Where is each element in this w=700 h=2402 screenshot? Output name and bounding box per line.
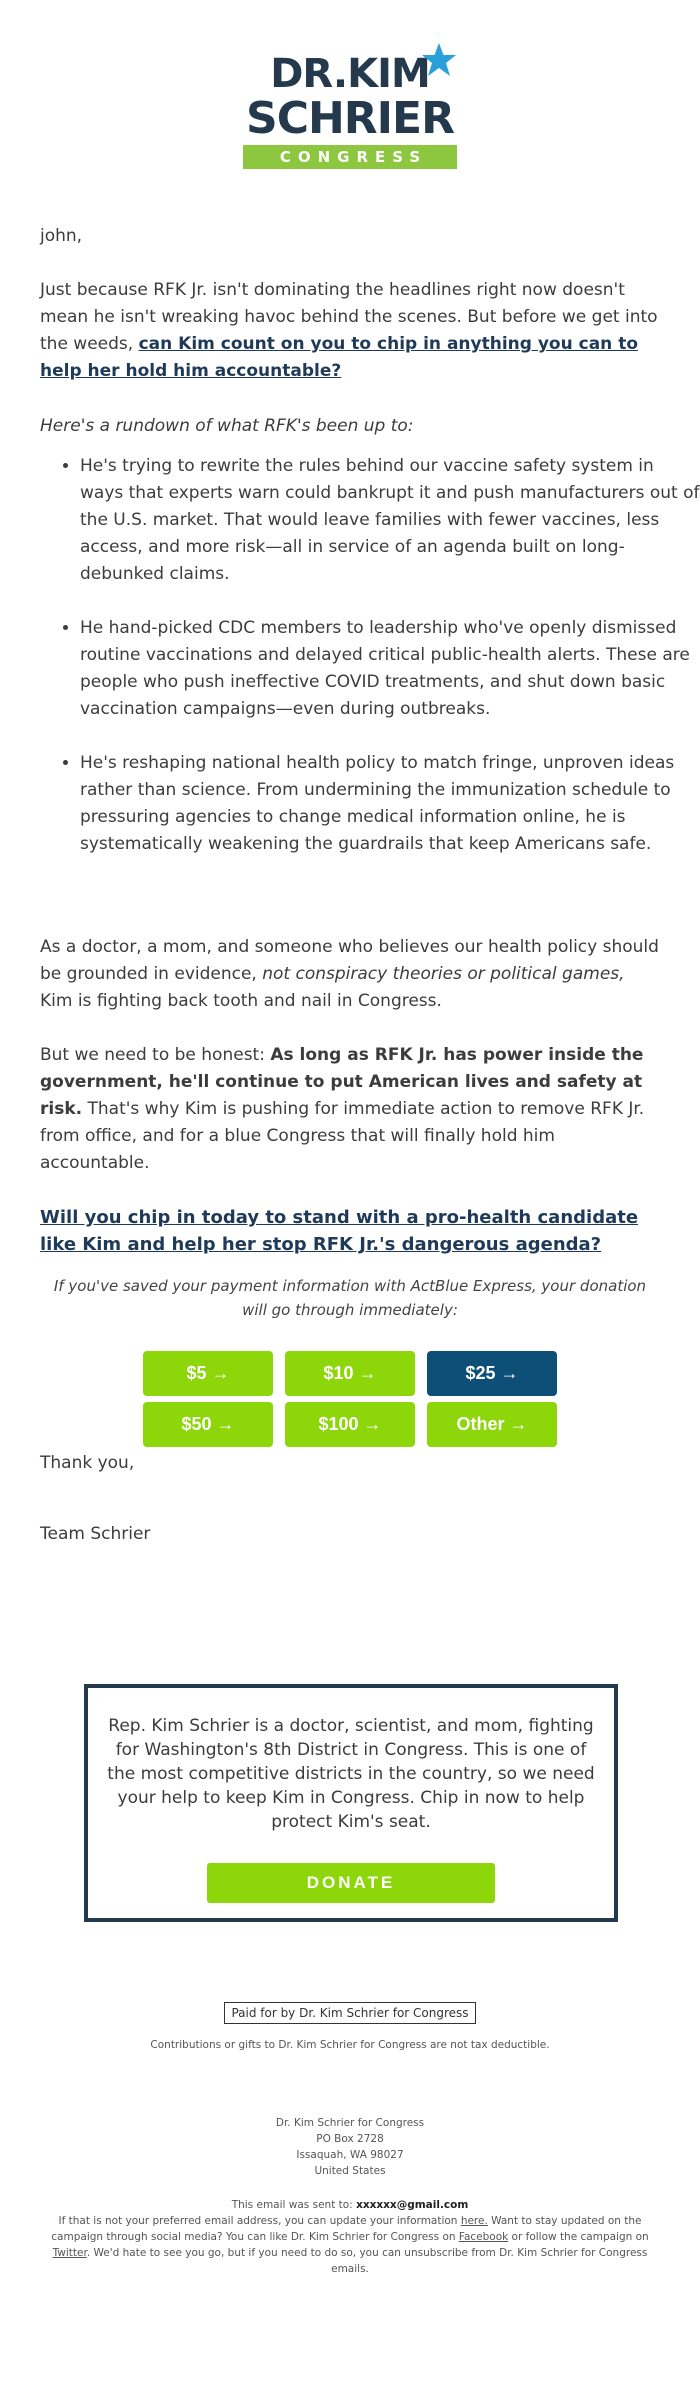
greeting: john, bbox=[40, 226, 83, 246]
address-line: PO Box 2728 bbox=[316, 2133, 384, 2145]
signoff: Team Schrier bbox=[40, 1524, 151, 1544]
thanks-line: Thank you, bbox=[40, 1453, 135, 1473]
doctor-text-b: Kim is fighting back tooth and nail in Congress. bbox=[40, 991, 442, 1011]
address-line: United States bbox=[314, 2165, 386, 2177]
doctor-text-a: As a doctor, a mom, and someone who believes our health policy should be grounded in evidence, bbox=[40, 937, 659, 984]
preferences-text bbox=[40, 2213, 660, 2277]
sent-to-label: This email was sent to: bbox=[231, 2199, 357, 2211]
intro-donate-link[interactable]: can Kim count on you to chip in anything you can to help her hold him accountable? bbox=[40, 334, 639, 381]
list-item: • He hand-picked CDC members to leadership who've openly dismissed routine vaccinations and delayed critical public-health alerts. These are people who push ineffective COVID treatments, and shut down basic vaccination campaigns—even during outbreaks. bbox=[80, 615, 700, 723]
doctor-text-italic: not conspiracy theories or political games, bbox=[262, 964, 625, 984]
address-line: Dr. Kim Schrier for Congress bbox=[275, 2117, 425, 2129]
header bbox=[0, 38, 700, 176]
sent-to-line bbox=[40, 2197, 660, 2213]
pref-text-b: Want to stay updated on the campaign through social media? You can like Dr. Kim Schrier for Congress on bbox=[51, 2215, 642, 2243]
paid-for-box: Paid for by Dr. Kim Schrier for Congress bbox=[224, 2002, 475, 2024]
donate-100-button[interactable]: $100 → bbox=[285, 1402, 415, 1447]
donate-50-button[interactable]: $50 → bbox=[143, 1402, 273, 1447]
rundown-list bbox=[40, 453, 700, 858]
address-line: Issaquah, WA 98027 bbox=[296, 2149, 404, 2161]
pref-text-c: or follow the campaign on bbox=[508, 2231, 649, 2243]
twitter-link[interactable]: Twitter bbox=[52, 2247, 87, 2259]
disclaimer bbox=[0, 2002, 700, 2024]
pref-text-d: . We'd hate to see you go, but if you need to do so, you can unsubscribe from Dr. Kim Schrier for Congress emails. bbox=[86, 2247, 648, 2275]
campaign-logo bbox=[243, 38, 457, 172]
intro-paragraph bbox=[40, 277, 660, 385]
donate-button[interactable]: DONATE bbox=[207, 1863, 495, 1903]
tax-note: Contributions or gifts to Dr. Kim Schrier for Congress are not tax deductible. bbox=[150, 2039, 550, 2051]
honest-paragraph bbox=[40, 1042, 660, 1177]
rundown-heading: Here's a rundown of what RFK's been up to: bbox=[40, 416, 414, 436]
candidate-box-text: Rep. Kim Schrier is a doctor, scientist, and mom, fighting for Washington's 8th District in Congress. This is one of the most competitive districts in the country, so we need your help to keep Kim in Congress. Chip in now to help protect Kim's seat. bbox=[107, 1716, 595, 1832]
logo-congress-bar: CONGRESS bbox=[243, 145, 457, 169]
donate-5-button[interactable]: $5 → bbox=[143, 1351, 273, 1396]
donate-10-button[interactable]: $10 → bbox=[285, 1351, 415, 1396]
cta-paragraph bbox=[40, 1204, 660, 1258]
candidate-box bbox=[84, 1684, 618, 1922]
pref-text-a: If that is not your preferred email address, you can update your information bbox=[58, 2215, 461, 2227]
cta-donate-link[interactable]: Will you chip in today to stand with a pro-health candidate like Kim and help her stop RFK Jr.'s dangerous agenda? bbox=[40, 1207, 639, 1255]
actblue-express-note: If you've saved your payment information with ActBlue Express, your donation will go through immediately: bbox=[53, 1277, 647, 1319]
footer-notice bbox=[40, 2197, 660, 2277]
update-info-link[interactable]: here. bbox=[460, 2215, 488, 2227]
star-icon bbox=[421, 42, 457, 78]
list-item: • He's trying to rewrite the rules behind our vaccine safety system in ways that experts warn could bankrupt it and push manufacturers out of the U.S. market. That would leave families with fewer vaccines, less access, and more risk—all in service of an agenda built on long-debunked claims. bbox=[80, 453, 700, 588]
intro-text: Just because RFK Jr. isn't dominating the headlines right now doesn't mean he isn't wreaking havoc behind the scenes. But before we get into the weeds, bbox=[40, 280, 658, 354]
donate-other-button[interactable]: Other → bbox=[427, 1402, 557, 1447]
honest-text-a: But we need to be honest: bbox=[40, 1045, 271, 1065]
doctor-paragraph bbox=[40, 934, 660, 1015]
honest-text-b: That's why Kim is pushing for immediate action to remove RFK Jr. from office, and for a blue Congress that will finally hold him accountable. bbox=[40, 1099, 645, 1173]
mailing-address bbox=[40, 2115, 660, 2179]
donate-25-button[interactable]: $25 → bbox=[427, 1351, 557, 1396]
honest-text-bold: As long as RFK Jr. has power inside the government, he'll continue to put American lives and safety at risk. bbox=[40, 1045, 644, 1119]
facebook-link[interactable]: Facebook bbox=[458, 2231, 509, 2243]
logo-surname-line: SCHRIER bbox=[246, 93, 454, 144]
list-item: • He's reshaping national health policy to match fringe, unproven ideas rather than science. From undermining the immunization schedule to pressuring agencies to change medical information online, he is systematically weakening the guardrails that keep Americans safe. bbox=[80, 750, 700, 858]
logo-name-line: DR.KIM bbox=[270, 51, 430, 97]
sent-to-email: xxxxxx@gmail.com bbox=[356, 2199, 469, 2211]
